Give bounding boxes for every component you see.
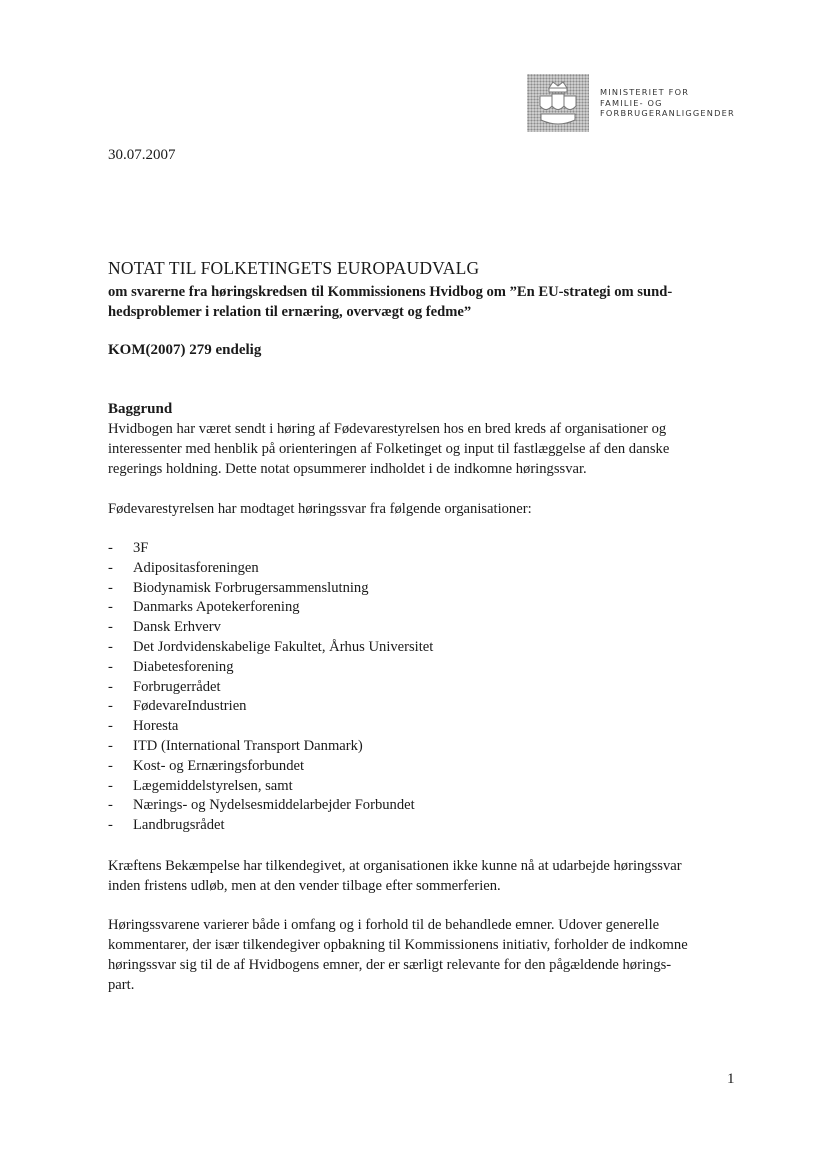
ministry-line-2: FAMILIE- OG [600,97,663,108]
list-item [108,678,433,698]
list-item [108,777,433,797]
list-dash: - [108,737,113,754]
letterhead [527,74,767,134]
list-item [108,757,433,777]
organisation-name: Nærings- og Nydelsesmiddelarbejder Forbundet [133,797,415,814]
document-subtitle [108,282,728,322]
document-title: NOTAT TIL FOLKETINGETS EUROPAUDVALG [108,258,480,278]
list-item [108,737,433,757]
paragraph-line: regerings holdning. Dette notat opsummerer indholdet i de indkomne høringssvar. [108,461,587,477]
organisation-name: Danmarks Apotekerforening [133,599,300,616]
paragraph-line: kommentarer, der især tilkendegiver opbakning til Kommissionens initiativ, forholder de indkomne [108,937,688,953]
list-dash: - [108,540,113,556]
paragraph-line: Kræftens Bekæmpelse har tilkendegivet, at organisationen ikke kunne nå at udarbejde høringssvar [108,858,682,874]
list-dash: - [108,797,113,814]
organisation-name: Adipositasforeningen [133,559,259,576]
list-dash: - [108,718,113,735]
list-dash: - [108,599,113,616]
list-item [108,579,433,599]
ministry-line-3: FORBRUGERANLIGGENDER [600,108,735,119]
paragraph-consultation-responses [108,915,748,995]
paragraph-line: inden fristens udløb, men at den vender tilbage efter sommerferien. [108,878,501,894]
list-item [108,598,433,618]
organisation-name: Dansk Erhverv [133,619,221,636]
list-item [108,796,433,816]
organisation-name: Forbrugerrådet [133,678,221,695]
organisation-name: Biodynamisk Forbrugersammenslutning [133,579,369,596]
organisation-list [108,539,433,836]
paragraph-cancer-society [108,856,748,896]
document-date: 30.07.2007 [108,147,176,163]
organisation-name: Landbrugsrådet [133,817,225,834]
paragraph-line: part. [108,977,135,993]
organisation-name: Lægemiddelstyrelsen, samt [133,777,293,794]
organisation-name: FødevareIndustrien [133,698,247,715]
list-dash: - [108,757,113,774]
paragraph-line: høringssvar sig til de af Hvidbogens emner, der er særligt relevante for den pågældende hørings- [108,957,672,973]
document-reference: KOM(2007) 279 endelig [108,342,262,358]
list-dash: - [108,559,113,576]
list-dash: - [108,817,113,834]
list-item [108,559,433,579]
paragraph-line: Høringssvarene varierer både i omfang og i forhold til de behandlede emner. Udover generelle [108,917,660,933]
list-item [108,539,433,559]
list-dash: - [108,698,113,715]
paragraph-list-intro: Fødevarestyrelsen har modtaget høringssvar fra følgende organisationer: [108,501,532,517]
list-dash: - [108,678,113,695]
list-item [108,618,433,638]
list-item [108,717,433,737]
ministry-line-1: MINISTERIET FOR [600,87,690,97]
list-item [108,697,433,717]
list-dash: - [108,638,113,655]
paragraph-line: interessenter med henblik på orienteringen af Folketinget og input til fastlæggelse af den danske [108,441,670,457]
list-item [108,816,433,836]
list-item [108,638,433,658]
paragraph-background [108,419,748,479]
organisation-name: Diabetesforening [133,658,234,675]
subtitle-line: hedsproblemer i relation til ernæring, overvægt og fedme” [108,304,472,320]
page-number: 1 [727,1071,735,1087]
organisation-name: Det Jordvidenskabelige Fakultet, Århus Universitet [133,638,434,655]
organisation-name: ITD (International Transport Danmark) [133,737,363,754]
section-heading: Baggrund [108,401,173,417]
list-dash: - [108,777,113,794]
list-dash: - [108,579,113,596]
paragraph-line: Hvidbogen har været sendt i høring af Fødevarestyrelsen hos en bred kreds af organisationer og [108,421,667,437]
list-dash: - [108,619,113,636]
organisation-name: Horesta [133,718,179,735]
organisation-name: 3F [133,540,149,556]
list-dash: - [108,658,113,675]
list-item [108,658,433,678]
subtitle-line: om svarerne fra høringskredsen til Kommissionens Hvidbog om ”En EU-strategi om sund- [108,284,673,300]
organisation-name: Kost- og Ernæringsforbundet [133,757,305,774]
ministry-name [600,87,735,119]
royal-crown-crest-icon [527,74,589,132]
